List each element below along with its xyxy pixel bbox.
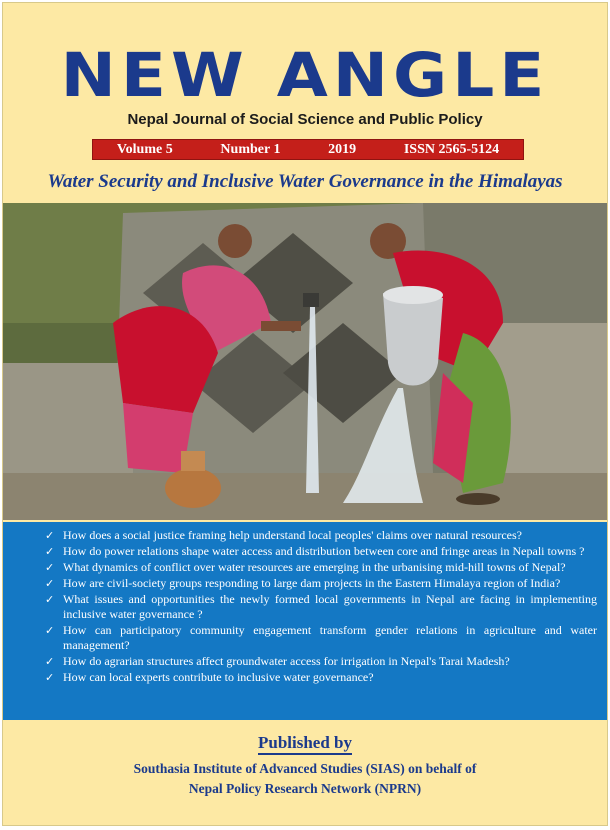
question-text: How are civil-society groups responding to large dam projects in the Eastern Himalaya region of India? (63, 576, 561, 590)
checkmark-icon: ✓ (45, 624, 55, 637)
number-label: Number 1 (220, 141, 281, 157)
checkmark-icon: ✓ (45, 671, 55, 684)
question-text: How does a social justice framing help understand local peoples' claims over natural resources? (63, 528, 523, 542)
question-text: How can local experts contribute to inclusive water governance? (63, 670, 374, 684)
publisher-line-2: Nepal Policy Research Network (NPRN) (188, 781, 422, 796)
issue-theme: Water Security and Inclusive Water Governance in the Himalayas (47, 171, 563, 192)
question-item (45, 670, 597, 685)
journal-subtitle: Nepal Journal of Social Science and Public Policy (127, 111, 483, 128)
issn-label: ISSN 2565-5124 (403, 141, 500, 157)
question-item (45, 528, 597, 543)
checkmark-icon: ✓ (45, 577, 55, 590)
checkmark-icon: ✓ (45, 561, 55, 574)
publisher-block (3, 759, 607, 799)
year-label: 2019 (328, 141, 357, 157)
checkmark-icon: ✓ (45, 655, 55, 668)
question-item (45, 654, 597, 669)
question-item (45, 623, 597, 653)
journal-cover (2, 2, 608, 826)
journal-title: NEW ANGLE (60, 40, 550, 111)
checkmark-icon: ✓ (45, 529, 55, 542)
question-text: What issues and opportunities the newly formed local governments in Nepal are facing in implementing inclusive water governance ? (63, 592, 597, 621)
question-item (45, 592, 597, 622)
question-text: What dynamics of conflict over water resources are emerging in the urbanising mid-hill towns of Nepal? (63, 560, 566, 574)
question-list-panel (3, 522, 607, 720)
question-item (45, 560, 597, 575)
publisher-line-1: Southasia Institute of Advanced Studies (SIAS) on behalf of (133, 761, 477, 776)
volume-label: Volume 5 (116, 141, 173, 157)
checkmark-icon: ✓ (45, 593, 55, 606)
published-by-label: Published by (258, 733, 352, 755)
checkmark-icon: ✓ (45, 545, 55, 558)
cover-photo (3, 203, 607, 520)
question-text: How can participatory community engagement transform gender relations in agriculture and water management? (63, 623, 597, 652)
question-text: How do agrarian structures affect groundwater access for irrigation in Nepal's Tarai Madesh? (63, 654, 510, 668)
masthead (3, 40, 607, 111)
question-item (45, 576, 597, 591)
question-text: How do power relations shape water access and distribution between core and fringe areas in Nepali towns ? (63, 544, 585, 558)
published-by-heading (3, 733, 607, 753)
water-tap-photo-illustration (3, 203, 607, 520)
issue-info-bar (92, 139, 524, 160)
question-list (45, 528, 597, 685)
question-item (45, 544, 597, 559)
